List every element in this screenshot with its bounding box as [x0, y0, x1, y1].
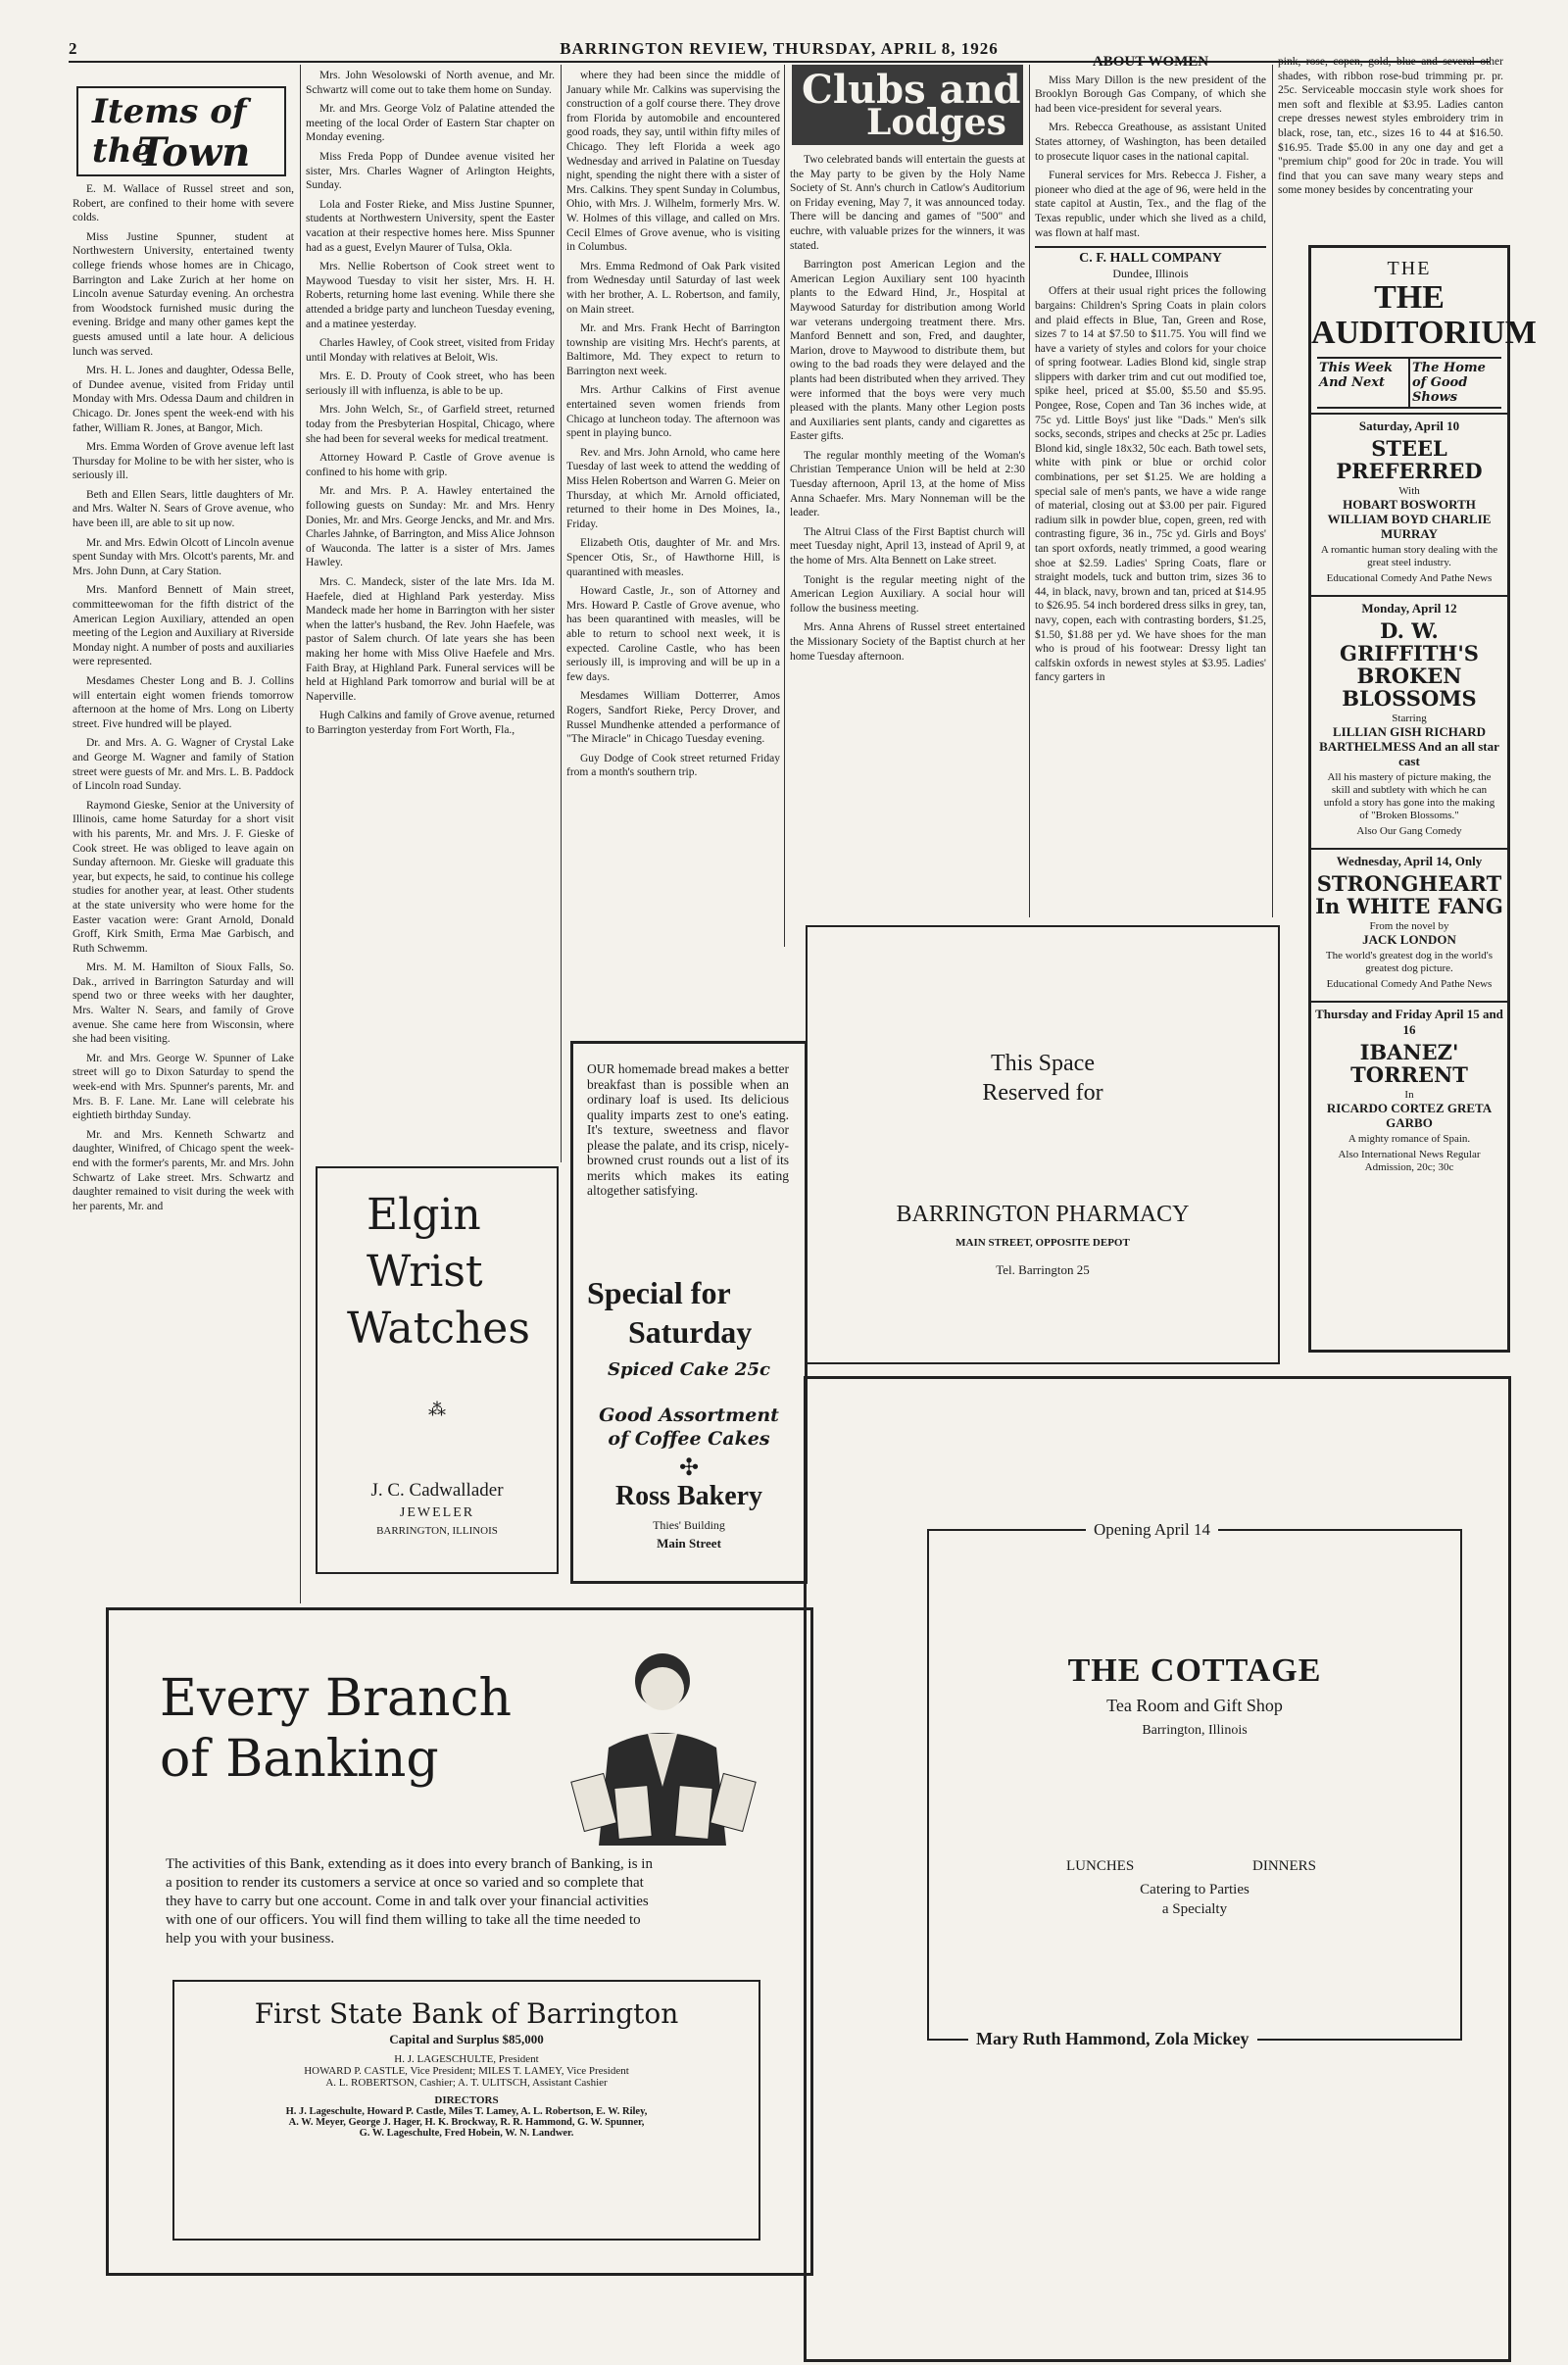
news-item: Mrs. H. L. Jones and daughter, Odessa Belle, of Dundee avenue, visited from Friday until Monday with Mrs. Odessa Daum and children in Chicago. Dr. Jones spent the week-end with his father, William R. Jones, at Bangor, Mich.: [73, 365, 294, 434]
news-item: Funeral services for Mrs. Rebecca J. Fisher, a pioneer who died at the age of 96, were held in the state capitol at Austin, Tex., and the flag of the Texas republic, under which she lived as a child, was flown at half mast.: [1035, 170, 1266, 239]
cottage-subtitle: Tea Room and Gift Shop: [1106, 1696, 1283, 1715]
news-item: Guy Dodge of Cook street returned Friday from a month's southern trip.: [566, 752, 780, 779]
news-item: The Altrui Class of the First Baptist church will meet Tuesday night, April 13, instead of April 9, at the home of Mrs. Alta Bennett on Lake street.: [790, 525, 1025, 567]
show-desc: A romantic human story dealing with the great steel industry.: [1320, 544, 1498, 568]
show-extra: Also International News Regular Admission, 20c; 30c: [1338, 1149, 1481, 1173]
news-item: Miss Justine Spunner, student at Northwestern University, entertained twenty college friends whose homes are in Chicago, Barrington and Lake Zurich at her home on Lincoln avenue Saturday evening. An orchestra from Woodstock furnished music during the evening. Bridge and many other games kept the guests amused until a late hour. A delicious lunch was served.: [73, 230, 294, 358]
news-item: Mrs. Emma Redmond of Oak Park visited from Wednesday until Saturday of last week with her brother, A. L. Robertson, and family, on Main street.: [566, 260, 780, 316]
column-rule: [561, 65, 562, 1162]
pharmacy-phone: Tel. Barrington 25: [996, 1262, 1090, 1277]
bank-body: The activities of this Bank, extending as it does into every branch of Banking, is in a position to render its customers a service at once so varied and so complete that they have to carry but one account. Come in and talk over your financial activities with one of our officers. You will find them willing to take all the time needed to help you with your business.: [166, 1856, 653, 1946]
bakery-name: Ross Bakery: [614, 1481, 763, 1511]
news-item: Two celebrated bands will entertain the guests at the May party to be given by the Holy Name Society of St. Ann's church in Catlow's Auditorium on Friday evening, May 7, it was announced today. There will be dancing and games of "500" and euchre, with valuable prizes for the winners, it was stated.: [790, 154, 1025, 252]
news-item: Mrs. Manford Bennett of Main street, committeewoman for the fifth district of the American Legion Auxiliary, attended an open meeting of the Legion and Auxiliary at Riverside Monday night. A number of posts and auxiliaries were represented.: [73, 584, 294, 668]
ross-bakery-ad: [570, 1041, 808, 1584]
column-6-top: [1278, 55, 1503, 241]
banker-illustration: [540, 1640, 785, 1846]
news-item: Mr. and Mrs. Frank Hecht of Barrington township are visiting Mrs. Hecht's parents, at Baltimore, Md. They expect to return to Barrington next week.: [566, 322, 780, 377]
cottage-lunches: LUNCHES: [1066, 1858, 1135, 1874]
bank-name: First State Bank of Barrington: [254, 1997, 679, 2030]
cottage-town: Barrington, Illinois: [1142, 1723, 1248, 1738]
jeweler-role: JEWELER: [399, 1505, 475, 1520]
assortment-line-2: of Coffee Cakes: [608, 1428, 770, 1450]
news-item: Mrs. M. M. Hamilton of Sioux Falls, So. Dak., arrived in Barrington Saturday and will spend two or three weeks with her daughter, Mrs. Walter N. Sears, and family of Grove avenue. She came here from Wisconsin, where she had been visiting.: [73, 961, 294, 1046]
column-5: [1035, 55, 1266, 917]
auditorium-title: THE AUDITORIUM: [1311, 279, 1537, 351]
show-with: In: [1404, 1089, 1414, 1101]
column-1: [73, 182, 294, 1601]
show-film: STEEL PREFERRED: [1336, 436, 1483, 483]
bank-headline-1: Every Branch: [160, 1669, 513, 1728]
news-item: Lola and Foster Rieke, and Miss Justine Spunner, students at Northwestern University, spent the Easter vacation at their respective homes here. Miss Spunner had as a guest, Evelyn Maurer of Tulsa, Okla.: [306, 198, 555, 254]
news-item: Miss Freda Popp of Dundee avenue visited her sister, Mrs. Charles Wagner of Arlington Heights, Sunday.: [306, 150, 555, 192]
news-item: Attorney Howard P. Castle of Grove avenue is confined to his home with grip.: [306, 452, 555, 478]
auditorium-show: [1311, 1001, 1507, 1174]
bank-headline-2: of Banking: [160, 1730, 439, 1789]
news-item: Beth and Ellen Sears, little daughters of Mr. and Mrs. Walter N. Sears of Grove avenue, who have been ill, are able to sit up now.: [73, 488, 294, 530]
show-stars: LILLIAN GISH RICHARD BARTHELMESS And an all star cast: [1319, 724, 1499, 768]
column-4: [790, 153, 1025, 917]
show-film: STRONGHEART In WHITE FANG: [1315, 871, 1503, 918]
pharmacy-address: MAIN STREET, OPPOSITE DEPOT: [956, 1237, 1130, 1249]
news-item: Mrs. John Welch, Sr., of Garfield street, returned today from the Presbyterian Hospital, Chicago, where she had been for several weeks for medical treatment.: [306, 404, 555, 445]
auditorium-title-the: THE: [1387, 258, 1432, 279]
spiced-cake-price: Spiced Cake 25c: [608, 1359, 770, 1380]
bakery-address-1: Thies' Building: [653, 1518, 725, 1532]
news-item: pink, rose, copen, gold, blue and several other shades, with ribbon rose-bud trimming pr. pr. 25c. Serviceable moccasin style work shoes for men soft and flexible at $3.95. Ladies canton crepe dresses newest styles embroidery trim in black, rose, tan, etc., sizes 16 to 44 at $16.50. $16.95. Trade $5.00 in any one day and get a "premium chip" good for 20c in trade. You will find that you can save many weary steps and some money besides by concentrating your: [1278, 56, 1503, 197]
column-rule: [1029, 65, 1030, 917]
auditorium-show: [1311, 848, 1507, 991]
about-women-title: ABOUT WOMEN: [1092, 55, 1209, 70]
show-extra: Educational Comedy And Pathe News: [1326, 572, 1493, 584]
header-line-1: Items of the: [92, 92, 247, 171]
news-item: Dr. and Mrs. A. G. Wagner of Crystal Lake and George M. Wagner and family of Station street were guests of Mr. and Mrs. L. B. Paddock of Lincoln road Sunday.: [73, 737, 294, 793]
bakery-intro: OUR homemade bread makes a better breakfast than is possible when an ordinary loaf is used. Its delicious quality imparts zest to one's eating. It's texture, sweetness and flavor please the palate, and its crisp, nicely-browned crust rounds out a list of its merits which makes its eating altogether satisfying.: [587, 1061, 789, 1198]
auditorium-show: [1311, 413, 1507, 585]
clubs-and-lodges-header: [792, 65, 1023, 145]
news-item: Mrs. C. Mandeck, sister of the late Mrs. Ida M. Haefele, died at Highland Park yesterday. Miss Mandeck made her home in Barrington with her sister when the latter's husband, the Rev. John Haefele, was pastor of Salem church. Of late years she has been making her home with Miss Olive Haefele and Mrs. Faith Bray, at Highland Park. Funeral services will be held at Highland Park tomorrow and burial will be at Naperville.: [306, 576, 555, 703]
news-item: Mr. and Mrs. P. A. Hawley entertained the following guests on Sunday: Mr. and Mrs. Henry Donies, Mr. and Mrs. George Jencks, and Mr. and Mrs. Charles Jahnke, of Barrington, and Miss Alice Johnson of Wauconda. The latter is a sister of Mrs. James Hawley.: [306, 485, 555, 569]
cottage-catering-1: Catering to Parties: [1140, 1882, 1250, 1897]
news-item: Mrs. E. D. Prouty of Cook street, who has been seriously ill with influenza, is able to be up.: [306, 370, 555, 397]
masthead: [69, 39, 1490, 63]
news-item: Mr. and Mrs. Edwin Olcott of Lincoln avenue spent Sunday with Mrs. Olcott's parents, Mr. and Mrs. John Dunn, at Cary Station.: [73, 536, 294, 577]
bank-capital: Capital and Surplus $85,000: [389, 2032, 544, 2046]
news-item: Mr. and Mrs. Kenneth Schwartz and daughter, Winifred, of Chicago spent the week-end with the former's parents, Mr. and Mrs. John Schwartz of Lake street. Mrs. Schwartz and daughter remained to visit during the week with her parents, Mr. and: [73, 1128, 294, 1212]
show-film: IBANEZ' TORRENT: [1350, 1040, 1468, 1087]
special-line-1: Special for: [587, 1275, 731, 1310]
show-stars: RICARDO CORTEZ GRETA GARBO: [1326, 1101, 1493, 1130]
news-item: Howard Castle, Jr., son of Attorney and Mrs. Howard P. Castle of Grove avenue, who has been quarantined with measles, will be able to return to school next week, it is expected. Caroline Castle, who has been seriously ill, is improving and will be up in a few days.: [566, 585, 780, 683]
news-item: Barrington post American Legion and the American Legion Auxiliary sent 100 hyacinth plants to the Edward Hind, Jr., Hospital at Maywood Saturday for distribution among World war veterans undergoing treatment there. Mrs. Manford Bennett and son, Fred, and daughter, Marion, drove to Maywood to distribute them, but owing to the bad roads they were delayed and the plants had been distributed when they arrived. They were informed that the boys were very much pleased with the plants. Many other Legion posts and Auxiliaries sent plants, candy and cigarettes as Easter gifts.: [790, 259, 1025, 443]
show-date: Thursday and Friday April 15 and 16: [1311, 1001, 1507, 1038]
bank-officers-3: A. L. ROBERTSON, Cashier; A. T. ULITSCH, Assistant Cashier: [325, 2077, 608, 2089]
bank-officers-2: HOWARD P. CASTLE, Vice President; MILES T. LAMEY, Vice President: [304, 2065, 629, 2077]
news-item: Miss Mary Dillon is the new president of the Brooklyn Borough Gas Company, of which she had been vice-president for several years.: [1035, 74, 1266, 115]
elgin-line-3: Watches: [347, 1304, 530, 1354]
news-item: Mesdames Chester Long and B. J. Collins will entertain eight women friends tomorrow afternoon at the home of Mrs. Long on Liberty street. Five hundred will be played.: [73, 675, 294, 730]
jeweler-place: BARRINGTON, ILLINOIS: [376, 1525, 498, 1537]
auditorium-shows: [1311, 413, 1507, 1174]
bakery-address-2: Main Street: [657, 1536, 721, 1551]
elgin-line-2: Wrist: [367, 1247, 483, 1297]
page-number: 2: [69, 39, 78, 58]
news-item: Mr. and Mrs. George Volz of Palatine attended the meeting of the local Order of Eastern Star chapter on Monday evening.: [306, 103, 555, 144]
column-3: [566, 69, 780, 1039]
show-desc: All his mastery of picture making, the skill and subtlety with which he can unfold a story has gone into the making of "Broken Blossoms.": [1323, 771, 1495, 821]
show-date: Saturday, April 10: [1311, 413, 1507, 434]
cottage-dinners: DINNERS: [1252, 1858, 1317, 1874]
bank-info-frame: [172, 1980, 760, 2241]
hall-company-title: C. F. HALL COMPANY: [1079, 251, 1222, 267]
column-rule: [1272, 65, 1273, 917]
elgin-watches-ad: [316, 1166, 559, 1574]
elgin-line-1: Elgin: [367, 1190, 481, 1240]
masthead-title: BARRINGTON REVIEW, THURSDAY, APRIL 8, 1926: [560, 39, 999, 58]
header-line-1: Clubs and: [802, 67, 1021, 113]
news-item: Charles Hawley, of Cook street, visited from Friday until Monday with relatives at Beloit, Wis.: [306, 337, 555, 364]
auditorium-tagline: [1317, 357, 1501, 409]
hall-company-ad-text: Offers at their usual right prices the following bargains: Children's Spring Coats in plain colors and plaid effects in Blue, Tan, Green and Rose, sizes 7 to 14 at $7.50 to $11.75. You will find we have a variety of styles and colors for your choice of spring footwear. Ladies Blond kid, single strap slippers with darker trim and cut out modified toe, spike heel, priced at $5.00, $5.50 and $5.95. Pongee, Rose, Copen and Tan 36 inches wide, at 75c yd. Little Boys' just like "Dads." Men's silk socks, seconds, stripes and checks at 25c pr. Ladies Blond kid, single 18x32, 50c each. Bath towel sets, white with pink or blue or orchid color combinations, per set $1.25. We are holding a special sale of men's pants, we have a wide range of material, closing out at $3.00 per pair. Figured radium silk in powder blue, copen, green, red with contrasting figure, 36 in., 75c yd. Girls and Boys' tan sport oxfords, neatly trimmed, a good wearing shoe at $2.59. Ladies' Spring Coats, flare or straight models, tuck and button trim, sizes 36 to 44, in black, navy, brown and tan, priced at $14.95 to $26.95. 54 inch bordered dress silks in grey, tan, navy, copen, each with contrasting borders, $1.25, $1.50, $1.88 per yd. We have shoes for the man who is proud of his footwear: Dressy light tan calfskin oxfords in newest styles at $3.95. Ladies' fancy garters in: [1035, 285, 1266, 684]
ornament-icon: ⁂: [428, 1400, 446, 1420]
cottage-catering-2: a Specialty: [1161, 1901, 1228, 1917]
column-2: [306, 69, 555, 1158]
news-item: Mrs. Arthur Calkins of First avenue entertained seven women friends from Chicago at luncheon today. The afternoon was spent in playing bunco.: [566, 384, 780, 440]
divider: [1035, 246, 1266, 248]
auditorium-show: [1311, 595, 1507, 838]
assortment-line-1: Good Assortment: [599, 1404, 779, 1426]
news-item: Mrs. Emma Worden of Grove avenue left last Thursday for Moline to be with her sister, who is seriously ill.: [73, 441, 294, 482]
cottage-inner-frame: [927, 1520, 1462, 2048]
pharmacy-name: BARRINGTON PHARMACY: [896, 1202, 1190, 1227]
ornament-icon: ✣: [678, 1453, 700, 1481]
show-stars: HOBART BOSWORTH WILLIAM BOYD CHARLIE MURRAY: [1327, 497, 1492, 541]
news-item: Mesdames William Dotterrer, Amos Rogers, Sandfort Rieke, Percy Drover, and Russel Mundhenke attended a performance of "The Miracle" in Chicago Tuesday evening.: [566, 690, 780, 746]
news-item: Hugh Calkins and family of Grove avenue, returned to Barrington yesterday from Fort Worth, Fla.,: [306, 710, 555, 736]
news-item: Raymond Gieske, Senior at the University of Illinois, came home Saturday for a short visit with his parents, Mr. and Mrs. J. F. Gieske of Cook street. He was obliged to leave again on Sunday afternoon. Mr. Gieske will graduate this year, but expects, he said, to continue his college studies for another year, at least. Other students at the state university who were home for the Easter vacation were: Grant Arnold, Donald Groff, Kirk Smith, Erma Mae Garbisch, and Ruth Schwemm.: [73, 799, 294, 955]
bank-directors-title: DIRECTORS: [434, 2094, 499, 2106]
show-date: Wednesday, April 14, Only: [1311, 848, 1507, 869]
tagline-right: The Home of Good Shows: [1412, 361, 1486, 405]
show-desc: The world's greatest dog in the world's greatest dog picture.: [1325, 950, 1494, 974]
bank-directors-1: H. J. Lageschulte, Howard P. Castle, Miles T. Lamey, A. L. Robertson, E. W. Riley,: [285, 2106, 648, 2117]
bank-directors-2: A. W. Meyer, George J. Hager, H. K. Brockway, R. R. Hammond, G. W. Spunner,: [288, 2117, 645, 2128]
pharmacy-line-1: This Space: [991, 1051, 1095, 1076]
cottage-opening: Opening April 14: [1086, 1520, 1218, 1540]
header-line-2: Town: [137, 129, 251, 175]
bank-directors-3: G. W. Lageschulte, Fred Hobein, W. N. Landwer.: [359, 2128, 574, 2139]
barrington-pharmacy-ad: [806, 925, 1280, 1364]
special-line-2: Saturday: [628, 1314, 753, 1350]
news-item: Elizabeth Otis, daughter of Mr. and Mrs. Spencer Otis, Sr., of Hawthorne Hill, is quarantined with measles.: [566, 537, 780, 578]
tagline-left: This Week And Next: [1317, 359, 1410, 407]
cottage-name: THE COTTAGE: [1067, 1652, 1322, 1689]
cottage-owners: Mary Ruth Hammond, Zola Mickey: [968, 2029, 1257, 2049]
column-rule: [300, 65, 301, 1603]
show-extra: Educational Comedy And Pathe News: [1326, 978, 1493, 990]
news-item: where they had been since the middle of January while Mr. Calkins was supervising the construction of a golf course there. They drove from Florida by automobile and encountered good roads, they say, until within fifty miles of Chicago. They left Florida a week ago Wednesday and arrived in Palatine on Tuesday night, spending the night there with a sister of Mrs. Calkins. They spent Sunday in Columbus, Ohio, with Mrs. J. Wilhelm, formerly Mrs. W. W. Holmes of this village, and called on Mrs. Cecil Elmes of Grove avenue, who is visiting in Columbus.: [566, 70, 780, 254]
show-date: Monday, April 12: [1311, 595, 1507, 616]
news-item: Rev. and Mrs. John Arnold, who came here Tuesday of last week to attend the wedding of Miss Helen Robertson and Warren G. Meier on Thursday, at which Mr. Arnold officiated, returned to their home in Des Moines, Ia., Friday.: [566, 446, 780, 530]
column-rule: [784, 65, 785, 947]
news-item: E. M. Wallace of Russel street and son, Robert, are confined to their home with severe colds.: [73, 183, 294, 224]
auditorium-ad: [1308, 245, 1537, 1353]
items-of-the-town-header: [76, 86, 286, 176]
show-extra: Also Our Gang Comedy: [1356, 825, 1462, 837]
show-desc: A mighty romance of Spain.: [1348, 1133, 1471, 1145]
hall-company-subtitle: Dundee, Illinois: [1112, 266, 1189, 280]
show-film: D. W. GRIFFITH'S BROKEN BLOSSOMS: [1340, 618, 1479, 711]
news-item: Mrs. Rebecca Greathouse, as assistant United States attorney, of Washington, has been detailed to prosecute liquor cases in the national capital.: [1035, 122, 1266, 163]
show-with: Starring: [1392, 713, 1427, 724]
show-with: From the novel by: [1369, 920, 1449, 932]
jeweler-name: J. C. Cadwallader: [370, 1480, 504, 1501]
header-line-2: Lodges: [866, 102, 1006, 143]
show-stars: JACK LONDON: [1362, 932, 1456, 947]
news-item: The regular monthly meeting of the Woman's Christian Temperance Union will be held at 2:30 Tuesday afternoon, April 13, at the home of Miss Anna Schaefer. Mrs. Mary Nonneman will be the leader.: [790, 449, 1025, 519]
news-item: Mrs. Nellie Robertson of Cook street went to Maywood Tuesday to visit her sister, Mrs. H. H. Roberts, returning home last evening. While there she attended a bridge party and luncheon Tuesday evening, and a matinee yesterday.: [306, 261, 555, 330]
news-item: Tonight is the regular meeting night of the American Legion Auxiliary. A social hour will follow the business meeting.: [790, 573, 1025, 615]
bank-officers-1: H. J. LAGESCHULTE, President: [394, 2053, 539, 2065]
show-with: With: [1398, 485, 1420, 497]
news-item: Mrs. John Wesolowski of North avenue, and Mr. Schwartz will come out to take them home on Sunday.: [306, 70, 555, 96]
news-item: Mrs. Anna Ahrens of Russel street entertained the Missionary Society of the Baptist church at her home Tuesday afternoon.: [790, 621, 1025, 663]
pharmacy-line-2: Reserved for: [982, 1080, 1103, 1106]
news-item: Mr. and Mrs. George W. Spunner of Lake street will go to Dixon Saturday to spend the week-end with Mrs. Spunner's parents, Mr. and Mrs. B. F. Lane. Mr. Lane will celebrate his eightieth birthday Sunday.: [73, 1052, 294, 1122]
